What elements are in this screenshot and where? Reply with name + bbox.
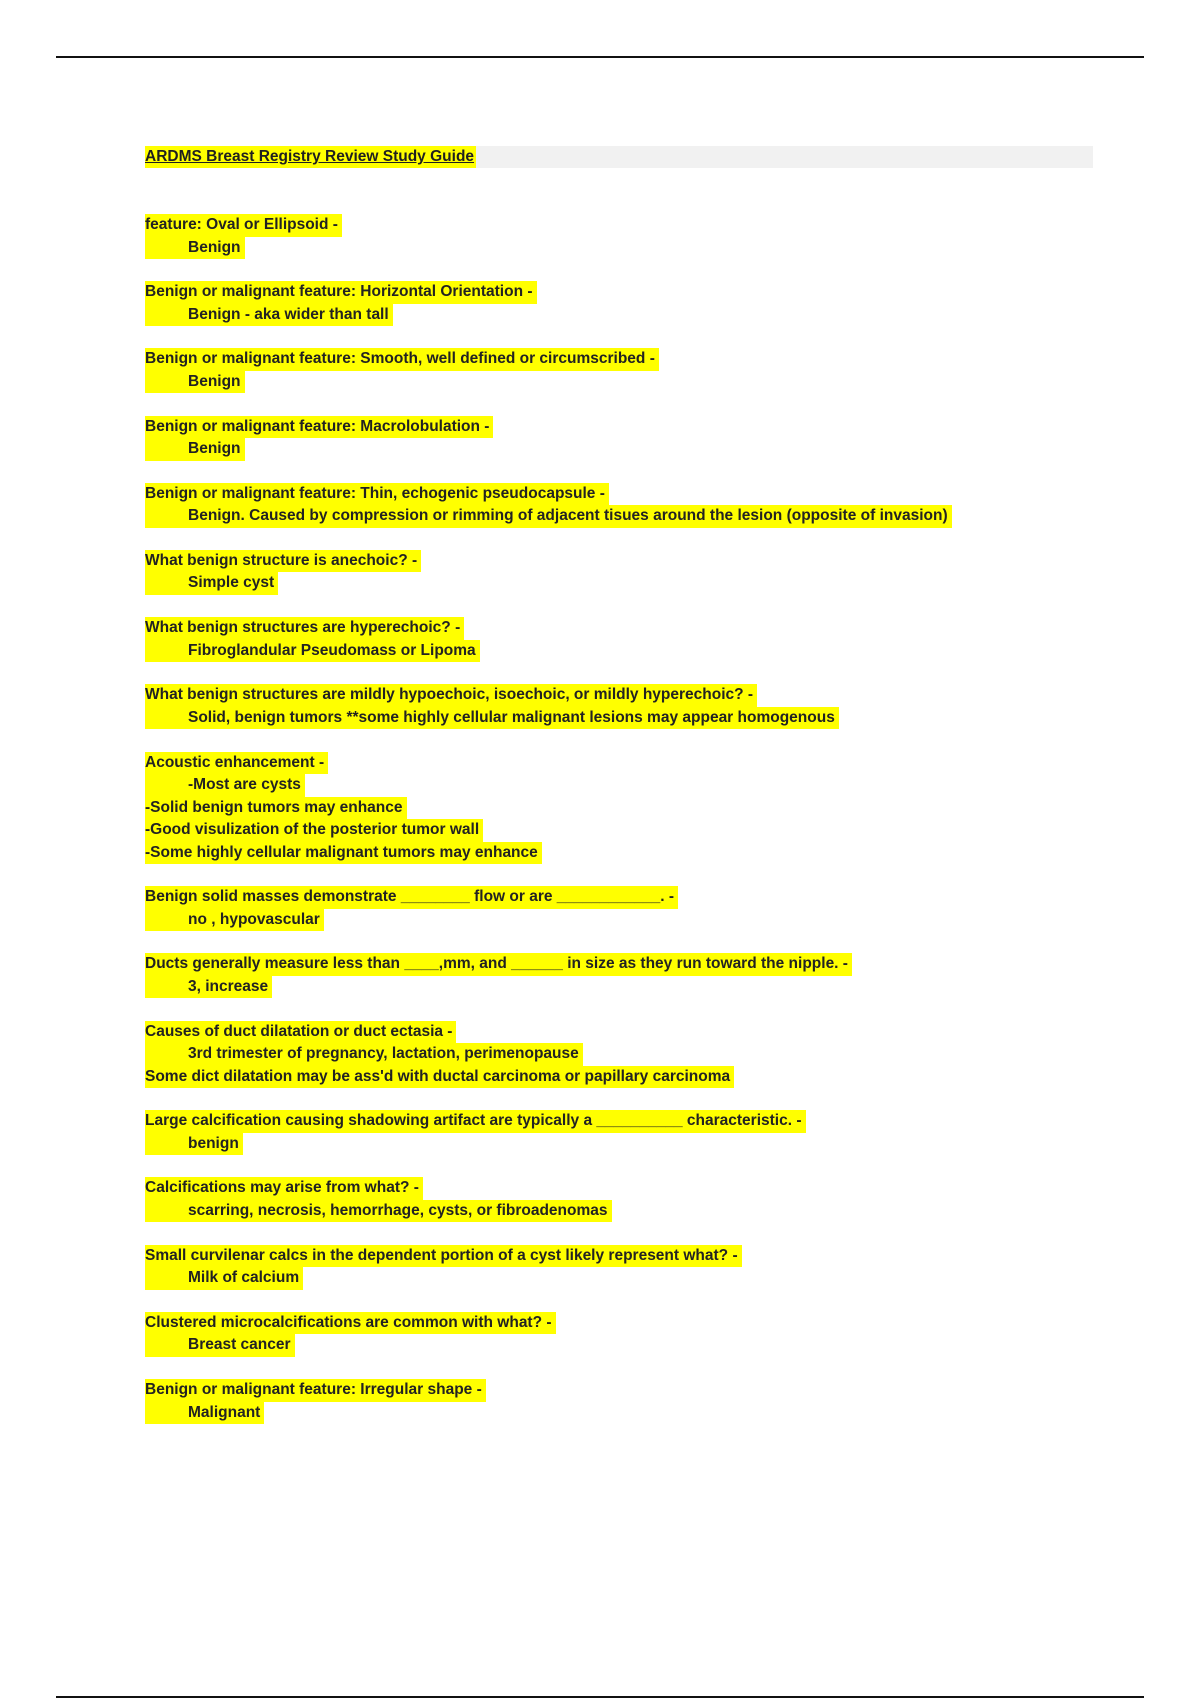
answer-text: Benign - aka wider than tall	[145, 304, 393, 327]
flashcard	[145, 1021, 1095, 1089]
question-fragment: in size as they run toward the nipple. -	[562, 955, 848, 973]
flashcard	[145, 617, 1095, 662]
question-text: Causes of duct dilatation or duct ectasia -	[145, 1021, 456, 1044]
question-text: Benign or malignant feature: Irregular shape -	[145, 1379, 486, 1402]
answer-text: Solid, benign tumors **some highly cellular malignant lesions may appear homogenous	[145, 707, 839, 730]
question-fragment: flow or are	[469, 888, 557, 906]
answer-text: Benign	[145, 371, 245, 394]
flashcard	[145, 1177, 1095, 1222]
answer-text: -Most are cysts	[145, 774, 305, 797]
flashcard	[145, 483, 1095, 528]
answer-text: Breast cancer	[145, 1334, 295, 1357]
answer-text: 3, increase	[145, 976, 272, 999]
question-text: What benign structure is anechoic? -	[145, 550, 421, 573]
flashcard-list	[145, 214, 1095, 1424]
flashcard	[145, 752, 1095, 865]
question-text: Benign or malignant feature: Thin, echogenic pseudocapsule -	[145, 483, 609, 506]
answer-text: Benign. Caused by compression or rimming of adjacent tisues around the lesion (opposite of invasion)	[145, 505, 952, 528]
question-text: Small curvilenar calcs in the dependent portion of a cyst likely represent what? -	[145, 1245, 742, 1268]
flashcard	[145, 684, 1095, 729]
answer-text: Fibroglandular Pseudomass or Lipoma	[145, 640, 480, 663]
flashcard	[145, 1245, 1095, 1290]
question-text: Calcifications may arise from what? -	[145, 1177, 423, 1200]
flashcard	[145, 886, 1095, 931]
question-text: Acoustic enhancement -	[145, 752, 328, 775]
answer-text: Simple cyst	[145, 572, 278, 595]
question-text	[145, 886, 678, 909]
question-text: Benign or malignant feature: Horizontal Orientation -	[145, 281, 537, 304]
flashcard	[145, 348, 1095, 393]
flashcard	[145, 1312, 1095, 1357]
question-text: What benign structures are hyperechoic? -	[145, 617, 464, 640]
question-text: Clustered microcalcifications are common with what? -	[145, 1312, 556, 1335]
question-text: feature: Oval or Ellipsoid -	[145, 214, 342, 237]
answer-text: no , hypovascular	[145, 909, 324, 932]
answer-text: Benign	[145, 237, 245, 260]
question-text: Benign or malignant feature: Smooth, well defined or circumscribed -	[145, 348, 659, 371]
question-fragment: ,mm, and	[438, 955, 512, 973]
fill-in-blank: ______	[511, 955, 563, 973]
flashcard	[145, 281, 1095, 326]
document-body	[145, 146, 1095, 1446]
fill-in-blank: ____	[404, 955, 439, 973]
answer-text: Malignant	[145, 1402, 264, 1425]
flashcard	[145, 550, 1095, 595]
fill-in-blank: ________	[400, 888, 470, 906]
question-text: What benign structures are mildly hypoechoic, isoechoic, or mildly hyperechoic? -	[145, 684, 757, 707]
question-text	[145, 1110, 806, 1133]
question-fragment: Ducts generally measure less than	[145, 955, 405, 973]
flashcard	[145, 1379, 1095, 1424]
answer-extra-line: -Some highly cellular malignant tumors may enhance	[145, 842, 542, 865]
fill-in-blank: ____________	[556, 888, 661, 906]
question-fragment: . -	[660, 888, 675, 906]
question-fragment: Large calcification causing shadowing artifact are typically a	[145, 1112, 597, 1130]
answer-text: benign	[145, 1133, 243, 1156]
answer-text: 3rd trimester of pregnancy, lactation, perimenopause	[145, 1043, 583, 1066]
answer-text: scarring, necrosis, hemorrhage, cysts, or fibroadenomas	[145, 1200, 612, 1223]
question-text	[145, 953, 852, 976]
question-fragment: characteristic. -	[682, 1112, 802, 1130]
flashcard	[145, 1110, 1095, 1155]
document-title: ARDMS Breast Registry Review Study Guide	[145, 146, 476, 168]
answer-extra-line: Some dict dilatation may be ass'd with ductal carcinoma or papillary carcinoma	[145, 1066, 734, 1089]
question-fragment: Benign solid masses demonstrate	[145, 888, 401, 906]
header-rule	[56, 56, 1144, 58]
answer-text: Benign	[145, 438, 245, 461]
answer-text: Milk of calcium	[145, 1267, 303, 1290]
answer-extra-line: -Solid benign tumors may enhance	[145, 797, 407, 820]
flashcard	[145, 214, 1095, 259]
fill-in-blank: __________	[596, 1112, 683, 1130]
flashcard	[145, 416, 1095, 461]
footer-rule	[56, 1696, 1144, 1698]
answer-extra-line: -Good visulization of the posterior tumor wall	[145, 819, 483, 842]
flashcard	[145, 953, 1095, 998]
question-text: Benign or malignant feature: Macrolobulation -	[145, 416, 493, 439]
